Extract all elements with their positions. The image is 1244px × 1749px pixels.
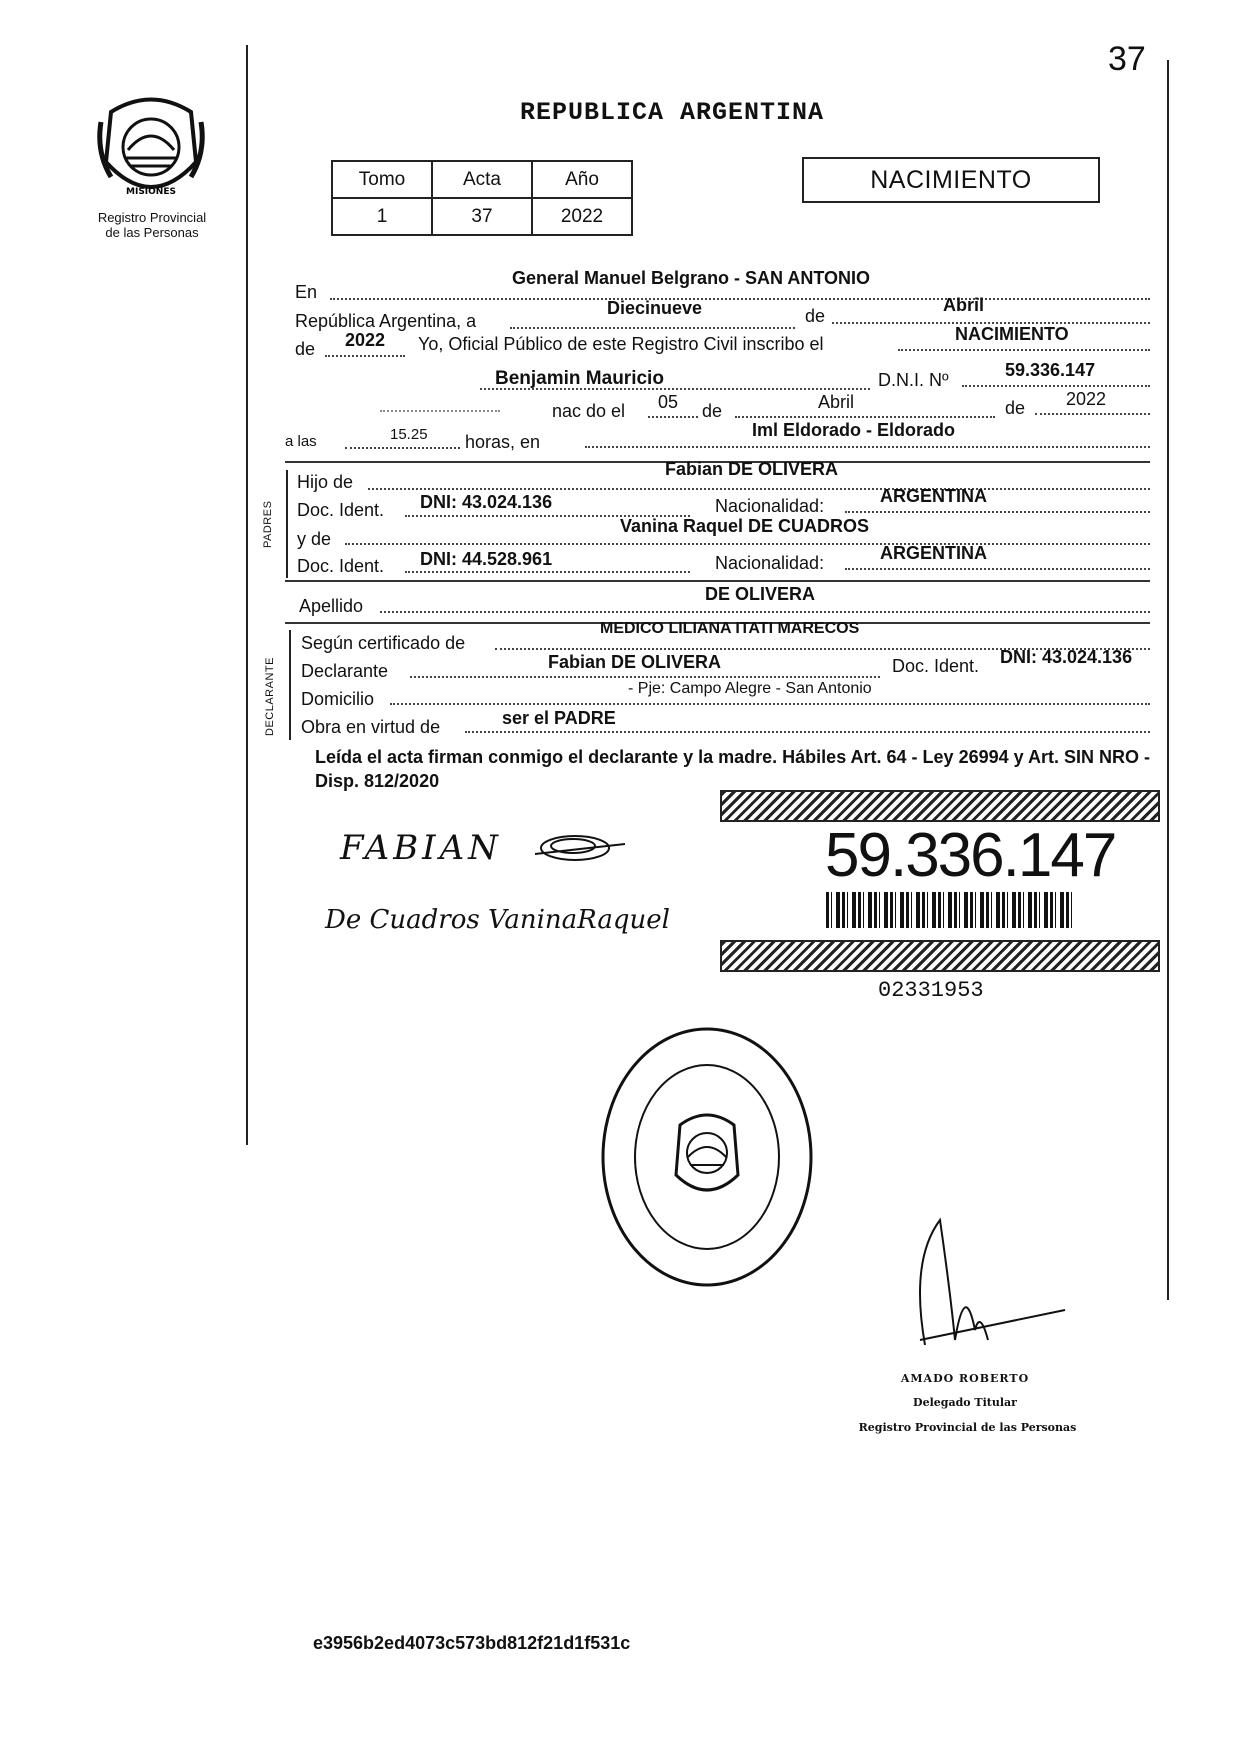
dni-sticker	[720, 790, 1156, 958]
declarant-sidebar-line	[289, 630, 291, 740]
de3-label: de	[702, 401, 723, 421]
declarant-signature-text: FABIAN	[340, 828, 502, 868]
left-margin-line	[246, 45, 248, 1145]
registry-value-acta: 37	[432, 198, 532, 235]
logo-lettering: MISIONES	[126, 187, 176, 197]
yo-label: Yo, Oficial Público de este Registro Civil inscribo el	[418, 334, 824, 354]
province-logo	[96, 92, 206, 204]
father-name: Fabian DE OLIVERA	[665, 459, 839, 479]
obra-value: ser el PADRE	[502, 708, 616, 728]
horas-label: horas, en	[465, 432, 541, 452]
nacido-label: nac do el	[552, 401, 626, 421]
birth-month-dots	[735, 416, 995, 418]
declarant-side-label: DECLARANTE	[264, 657, 276, 736]
registry-header-acta: Acta	[432, 161, 532, 198]
parents-sidebar-line	[286, 470, 288, 578]
inscribo-value: NACIMIENTO	[955, 324, 1069, 344]
dom-label: Domicilio	[301, 689, 375, 709]
registry-value-tomo: 1	[332, 198, 432, 235]
father-name-dots	[368, 488, 1150, 490]
dom-dots	[390, 703, 1150, 705]
name-value: Benjamin Mauricio	[495, 368, 664, 389]
official-seal	[600, 1025, 815, 1290]
decl-doc-value: DNI: 43.024.136	[1000, 647, 1133, 667]
sticker-serial: 02331953	[878, 978, 984, 1003]
alas-label: a las	[285, 433, 317, 450]
registry-table	[331, 160, 633, 236]
mother-nat-dots	[845, 568, 1150, 570]
en-value: General Manuel Belgrano - SAN ANTONIO	[512, 268, 871, 288]
parents-side-label: PADRES	[262, 500, 274, 548]
redacted-mark	[380, 400, 500, 412]
sticker-barcode	[826, 892, 1072, 928]
inscribo-dots	[898, 349, 1150, 351]
official-name: AMADO ROBERTO	[900, 1372, 1030, 1385]
birth-day-value: 05	[658, 392, 679, 412]
de1-label: de	[805, 306, 826, 326]
registry-header-row	[332, 161, 632, 198]
en-label: En	[295, 282, 318, 302]
hour-dots	[345, 447, 460, 449]
official-office: Registro Provincial de las Personas	[858, 1421, 1077, 1434]
declarant-signature	[340, 828, 502, 868]
father-nat-dots	[845, 511, 1150, 513]
sticker-top-band	[720, 790, 1160, 822]
obra-label: Obra en virtud de	[301, 717, 441, 737]
apellido-label: Apellido	[299, 596, 364, 616]
country-title: REPUBLICA ARGENTINA	[520, 98, 825, 127]
cert-value: MEDICO LILIANA ITATI MARECOS	[600, 620, 860, 637]
month-value: Abril	[943, 295, 985, 315]
obra-dots	[465, 731, 1150, 733]
mother-doc-label: Doc. Ident.	[297, 556, 385, 576]
mother-doc-dots	[405, 571, 690, 573]
right-margin-line	[1167, 60, 1169, 1300]
mother-name: Vanina Raquel DE CUADROS	[620, 516, 870, 536]
decl-dots	[410, 676, 880, 678]
official-title: Delegado Titular	[913, 1396, 1017, 1409]
logo-caption-line2: de las Personas	[105, 225, 199, 240]
decl-doc-label: Doc. Ident.	[892, 656, 980, 676]
dom-value: - Pje: Campo Alegre - San Antonio	[628, 680, 872, 697]
dni-dots	[962, 385, 1150, 387]
dni-label: D.N.I. Nº	[878, 370, 949, 390]
decl-value: Fabian DE OLIVERA	[548, 652, 722, 672]
mother-signature: De Cuadros VaninaRaquel	[325, 905, 670, 935]
de4-label: de	[1005, 398, 1026, 418]
father-nat: ARGENTINA	[880, 486, 987, 506]
sticker-bottom-band	[720, 940, 1160, 972]
apellido-dots	[380, 611, 1150, 613]
republica-label: República Argentina, a	[295, 311, 477, 331]
closing-text: Leída el acta firman conmigo el declarante y la madre. Hábiles Art. 64 - Ley 26994 y Art. SIN NRO - Disp. 812/2020	[315, 747, 1150, 791]
birth-year-dots	[1035, 413, 1150, 415]
mother-nat: ARGENTINA	[880, 543, 987, 563]
day-value: Diecinueve	[607, 298, 703, 318]
mother-doc: DNI: 44.528.961	[420, 549, 553, 569]
record-type-box: NACIMIENTO	[802, 157, 1100, 203]
apellido-value: DE OLIVERA	[705, 584, 816, 604]
father-doc: DNI: 43.024.136	[420, 492, 553, 512]
cert-label: Según certificado de	[301, 633, 466, 653]
place-value: Iml Eldorado - Eldorado	[752, 420, 956, 440]
hour-value: 15.25	[390, 426, 428, 443]
name-dots	[480, 388, 870, 390]
sticker-number: 59.336.147	[825, 821, 1116, 890]
place-dots	[585, 446, 1150, 448]
mother-nat-label: Nacionalidad:	[715, 553, 825, 573]
registry-header-tomo: Tomo	[332, 161, 432, 198]
dni-value: 59.336.147	[1005, 360, 1096, 380]
de2-label: de	[295, 339, 316, 359]
registry-value-row	[332, 198, 632, 235]
father-doc-label: Doc. Ident.	[297, 500, 385, 520]
birth-year-value: 2022	[1066, 389, 1107, 409]
yde-label: y de	[297, 529, 332, 549]
logo-caption	[82, 210, 222, 240]
section-rule-apellido	[285, 580, 1150, 582]
father-nat-label: Nacionalidad:	[715, 496, 825, 516]
hijo-label: Hijo de	[297, 472, 354, 492]
year-dots	[325, 355, 405, 357]
birth-month-value: Abril	[818, 392, 855, 412]
year-value: 2022	[345, 330, 386, 350]
birth-day-dots	[648, 416, 698, 418]
document-hash: e3956b2ed4073c573bd812f21d1f531c	[313, 1633, 631, 1653]
registry-value-anio: 2022	[532, 198, 632, 235]
page-number: 37	[1108, 40, 1146, 78]
decl-label: Declarante	[301, 661, 389, 681]
official-signature-scribble	[880, 1200, 1070, 1355]
en-dots	[330, 298, 1150, 300]
logo-caption-line1: Registro Provincial	[97, 210, 207, 225]
registry-header-anio: Año	[532, 161, 632, 198]
day-dots	[510, 327, 795, 329]
mother-name-dots	[345, 543, 1150, 545]
